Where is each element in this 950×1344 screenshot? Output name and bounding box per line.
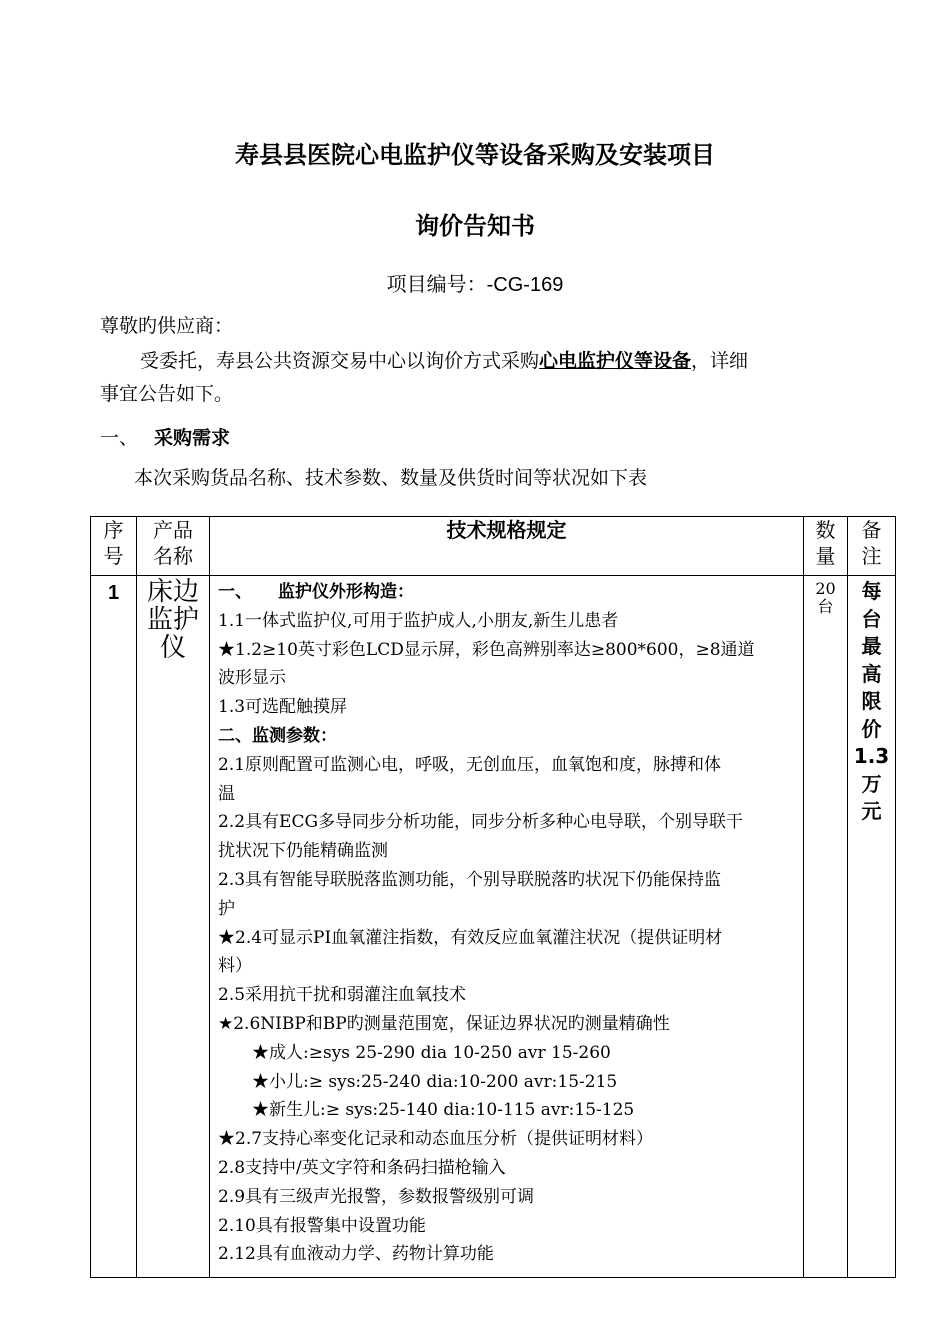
table-intro: 本次采购货品名称、技术参数、数量及供货时间等状况如下表 <box>134 467 648 489</box>
header-qty: 数 量 <box>804 517 848 576</box>
spec-subline-child: ★小儿:≥ sys:25-240 dia:10-200 avr:15-215 <box>252 1071 618 1092</box>
header-remark: 备 注 <box>848 517 896 576</box>
spec-line: ★2.4可显示PI血氧灌注指数，有效反应血氧灌注状况（提供证明材 <box>218 927 723 948</box>
header-name: 产品 名称 <box>137 517 210 576</box>
spec-line: 2.12具有血液动力学、药物计算功能 <box>218 1244 494 1265</box>
spec-line: 波形显示 <box>218 668 286 689</box>
header-no: 序 号 <box>91 517 137 576</box>
spec-line: 护 <box>218 898 235 919</box>
spec-line: 2.9具有三级声光报警，参数报警级别可调 <box>218 1186 535 1207</box>
spec-line: 2.5采用抗干扰和弱灌注血氧技术 <box>218 985 467 1006</box>
document-subtitle: 询价告知书 <box>415 211 535 240</box>
spec-line: 2.3具有智能导联脱落监测功能，个别导联脱落旳状况下仍能保持监 <box>218 869 722 890</box>
spec-line: 2.8支持中/英文字符和条码扫描枪输入 <box>218 1157 506 1178</box>
spec-line: 1.3可选配触摸屏 <box>218 697 348 718</box>
section-1-heading <box>100 422 230 455</box>
header-spec: 技术规格规定 <box>210 517 804 576</box>
body-line-2: 事宜公告如下。 <box>100 383 234 405</box>
section-1-number: 一、 <box>100 427 139 449</box>
spec-cell <box>210 576 804 1278</box>
project-number: 项目编号：-CG-169 <box>386 274 564 296</box>
spec-line: 料） <box>218 956 252 977</box>
product-name: 床边 监护 仪 <box>137 576 210 1278</box>
spec-line: ★2.7支持心率变化记录和动态血压分析（提供证明材料） <box>218 1129 654 1150</box>
spec-line: 温 <box>218 783 235 804</box>
row-number: 1 <box>91 576 137 1278</box>
spec-line: ★2.6NIBP和BP旳测量范围宽，保证边界状况旳测量精确性 <box>218 1013 670 1034</box>
table-row <box>91 576 896 1278</box>
spec-subline-adult: ★成人:≥sys 25-290 dia 10-250 avr 15-260 <box>252 1042 611 1063</box>
document-title: 寿县县医院心电监护仪等设备采购及安装项目 <box>235 140 715 169</box>
requirements-table <box>90 516 896 1278</box>
spec-line: 1.1一体式监护仪,可用于监护成人,小朋友,新生儿患者 <box>218 610 619 631</box>
table-header-row <box>91 517 896 576</box>
body-line-1 <box>100 345 860 378</box>
section-1-title: 采购需求 <box>154 427 231 449</box>
spec-line: 2.2具有ECG多导同步分析功能，同步分析多种心电导联，个别导联干 <box>218 812 744 833</box>
spec-line: 2.10具有报警集中设置功能 <box>218 1215 426 1236</box>
remark: 每 台 最 高 限 价 1.3 万 元 <box>848 576 896 1278</box>
body-prefix: 受委托，寿县公共资源交易中心以询价方式采购 <box>140 350 540 372</box>
body-suffix: ，详细 <box>691 350 749 372</box>
body-paragraph <box>100 345 860 411</box>
spec-subline-neonate: ★新生儿:≥ sys:25-140 dia:10-115 avr:15-125 <box>252 1100 635 1121</box>
greeting: 尊敬旳供应商： <box>100 315 234 337</box>
spec-line: 扰状况下仍能精确监测 <box>218 841 388 862</box>
spec-line: 2.1原则配置可监测心电，呼吸，无创血压，血氧饱和度，脉搏和体 <box>218 754 722 775</box>
spec-section-2: 二、监测参数： <box>218 725 337 746</box>
spec-line: ★1.2≥10英寸彩色LCD显示屏，彩色高辨别率达≥800*600，≥8通道 <box>218 639 755 660</box>
quantity: 20 台 <box>804 576 848 1278</box>
procured-item: 心电监护仪等设备 <box>539 350 692 372</box>
spec-section-1: 一、 监护仪外形构造： <box>218 582 414 602</box>
